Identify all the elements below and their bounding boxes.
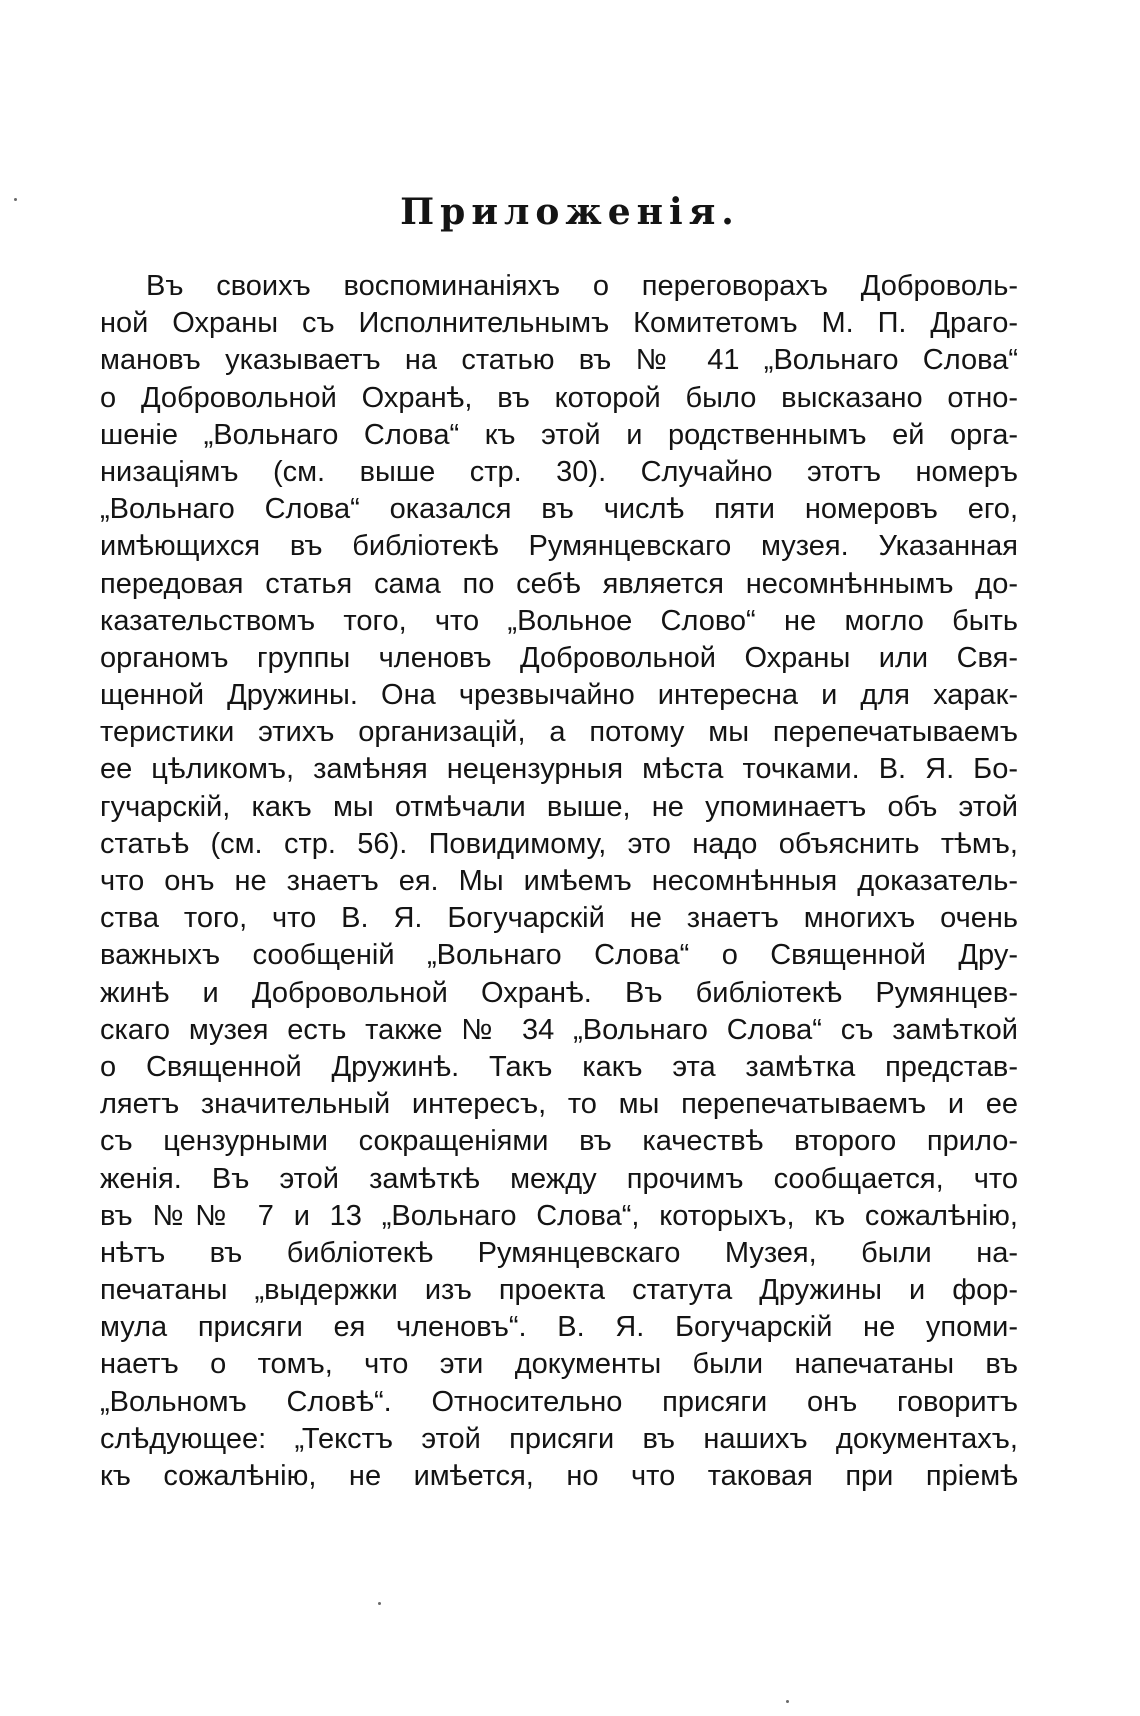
text-line: „Вольнаго Слова“ оказался въ числѣ пяти номеровъ его, xyxy=(100,493,1018,526)
text-line: низаціямъ (см. выше стр. 30). Случайно этотъ номеръ xyxy=(100,455,1018,488)
text-line: съ цензурными сокращеніями въ качествѣ второго прило- xyxy=(100,1125,1018,1158)
text-line: казательствомъ того, что „Вольное Слово“ не могло быть xyxy=(100,604,1018,637)
text-line: имѣющихся въ библіотекѣ Румянцевскаго музея. Указанная xyxy=(100,530,1018,563)
text-line: органомъ группы членовъ Добровольной Охраны или Свя- xyxy=(100,641,1018,674)
scan-speck xyxy=(14,198,17,201)
text-line: о Священной Дружинѣ. Такъ какъ эта замѣтка представ- xyxy=(100,1050,1018,1083)
text-line: щенной Дружины. Она чрезвычайно интересна и для харак- xyxy=(100,679,1018,712)
text-line: гучарскій, какъ мы отмѣчали выше, не упоминаетъ объ этой xyxy=(100,790,1018,823)
text-line: женія. Въ этой замѣткѣ между прочимъ сообщается, что xyxy=(100,1162,1018,1195)
text-line: ной Охраны съ Исполнительнымъ Комитетомъ М. П. Драго- xyxy=(100,307,1018,340)
text-line: въ №№ 7 и 13 „Вольнаго Слова“, которыхъ, къ сожалѣнію, xyxy=(100,1199,1018,1232)
scan-speck xyxy=(378,1602,381,1605)
text-line: о Добровольной Охранѣ, въ которой было высказано отно- xyxy=(100,381,1018,414)
text-line: ляетъ значительный интересъ, то мы перепечатываемъ и ее xyxy=(100,1088,1018,1121)
text-line: мула присяги ея членовъ“. В. Я. Богучарскій не упоми- xyxy=(100,1311,1018,1344)
page-heading: Приложенія. xyxy=(400,191,740,233)
text-line: передовая статья сама по себѣ является несомнѣннымъ до- xyxy=(100,567,1018,600)
text-line: что онъ не знаетъ ея. Мы имѣемъ несомнѣнныя доказатель- xyxy=(100,865,1018,897)
text-line: „Вольномъ Словѣ“. Относительно присяги онъ говоритъ xyxy=(100,1385,1018,1418)
scan-speck xyxy=(786,1700,789,1703)
text-line: статьѣ (см. стр. 56). Повидимому, это надо объяснить тѣмъ, xyxy=(100,827,1018,860)
text-line: печатаны „выдержки изъ проекта статута Дружины и фор- xyxy=(100,1274,1018,1307)
text-line: Въ своихъ воспоминаніяхъ о переговорахъ Доброволь- xyxy=(146,270,1018,302)
text-line: слѣдующее: „Текстъ этой присяги въ нашихъ документахъ, xyxy=(100,1422,1018,1455)
text-line: мановъ указываетъ на статью въ № 41 „Вольнаго Слова“ xyxy=(100,344,1018,377)
text-line: жинѣ и Добровольной Охранѣ. Въ библіотекѣ Румянцев- xyxy=(100,976,1018,1009)
text-line: теристики этихъ организацій, а потому мы перепечатываемъ xyxy=(100,716,1018,749)
text-line: нѣтъ въ библіотекѣ Румянцевскаго Музея, были на- xyxy=(100,1236,1018,1269)
text-line: къ сожалѣнію, не имѣется, но что таковая при пріемѣ xyxy=(100,1460,1018,1492)
text-line: ства того, что В. Я. Богучарскій не знаетъ многихъ очень xyxy=(100,902,1018,935)
text-line: важныхъ сообщеній „Вольнаго Слова“ о Священной Дру- xyxy=(100,939,1018,972)
text-line: ее цѣликомъ, замѣняя нецензурныя мѣста точками. В. Я. Бо- xyxy=(100,753,1018,786)
body-paragraph xyxy=(100,268,1018,1495)
text-line: шеніе „Вольнаго Слова“ къ этой и родственнымъ ей орга- xyxy=(100,418,1018,451)
text-line: наетъ о томъ, что эти документы были напечатаны въ xyxy=(100,1348,1018,1381)
text-line: скаго музея есть также № 34 „Вольнаго Слова“ съ замѣткой xyxy=(100,1013,1018,1046)
